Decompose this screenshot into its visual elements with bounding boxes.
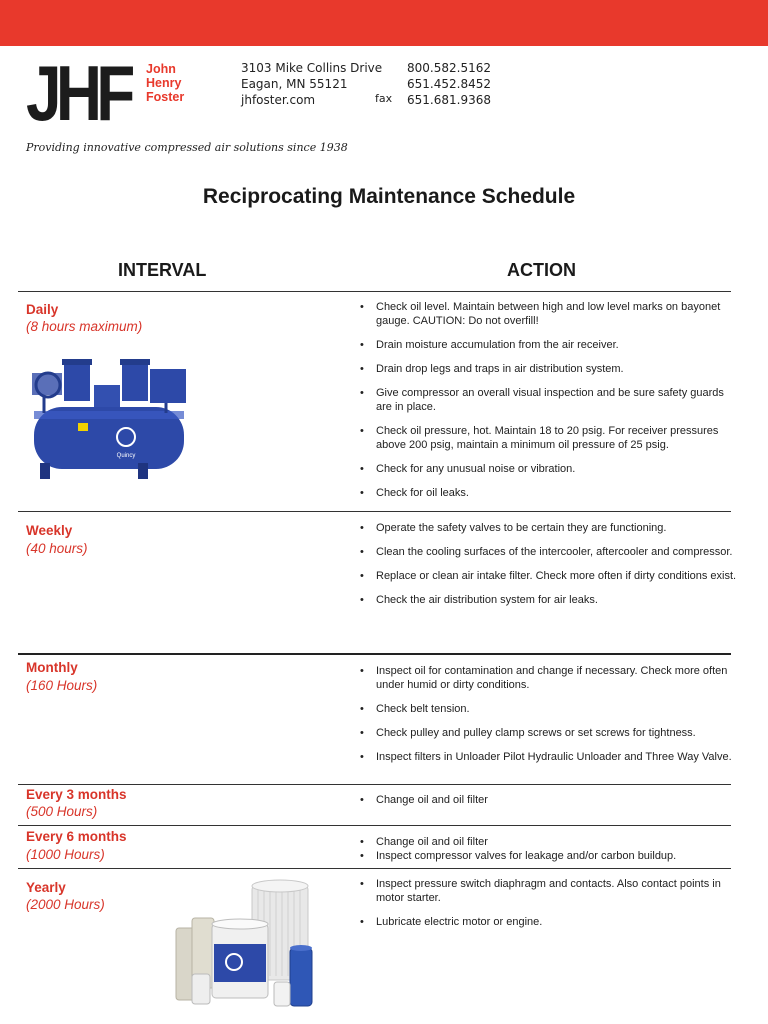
- list-item: • Give compressor an overall visual inspection and be sure safety guards are in place.: [358, 386, 738, 414]
- logo-letters: JHF: [26, 49, 130, 137]
- page-title: Reciprocating Maintenance Schedule: [202, 185, 576, 208]
- list-item: • Inspect compressor valves for leakage and/or carbon buildup.: [358, 849, 738, 863]
- list-item: • Inspect pressure switch diaphragm and contacts. Also contact points in motor starter.: [358, 877, 738, 905]
- logo-names: [146, 62, 184, 104]
- list-item: • Drain drop legs and traps in air distribution system.: [358, 362, 738, 376]
- phone-local: 651.452.8452: [407, 77, 491, 91]
- yearly-actions: [358, 877, 738, 929]
- list-item: • Replace or clean air intake filter. Check more often if dirty conditions exist.: [358, 569, 738, 583]
- list-item: • Inspect filters in Unloader Pilot Hydraulic Unloader and Three Way Valve.: [358, 750, 738, 764]
- phone-block: [407, 60, 491, 108]
- interval-yearly: Yearly: [26, 880, 66, 895]
- interval-6-months: Every 6 months: [26, 829, 127, 844]
- interval-3-months: Every 3 months: [26, 787, 127, 802]
- interval-6-months-hours: (1000 Hours): [26, 847, 105, 862]
- row-divider: [18, 868, 731, 869]
- action-column-header: ACTION: [507, 260, 576, 280]
- interval-daily: Daily: [26, 302, 59, 317]
- fax-label: fax: [375, 92, 393, 105]
- city-state-zip: Eagan, MN 55121: [241, 77, 348, 91]
- row-divider: [18, 784, 731, 785]
- interval-monthly: Monthly: [26, 660, 78, 675]
- interval-yearly-hours: (2000 Hours): [26, 897, 105, 912]
- row-divider: [18, 653, 731, 655]
- phone-tollfree: 800.582.5162: [407, 61, 491, 75]
- list-item: • Check for oil leaks.: [358, 486, 738, 500]
- list-item: • Operate the safety valves to be certain they are functioning.: [358, 521, 738, 535]
- company-logo: [26, 49, 196, 137]
- weekly-actions: [358, 521, 738, 607]
- list-item: • Check for any unusual noise or vibration.: [358, 462, 738, 476]
- filters-and-oil-image: [172, 878, 322, 1018]
- fax-number: 651.681.9368: [407, 93, 491, 107]
- interval-column-header: INTERVAL: [118, 260, 207, 280]
- list-item: • Check belt tension.: [358, 702, 738, 716]
- tagline: Providing innovative compressed air solutions since 1938: [26, 141, 348, 154]
- three-month-actions: [358, 793, 738, 807]
- air-compressor-image: [26, 355, 192, 485]
- list-item: • Inspect oil for contamination and change if necessary. Check more often under humid or dirty conditions.: [358, 664, 738, 692]
- monthly-actions: [358, 664, 738, 764]
- list-item: • Clean the cooling surfaces of the intercooler, aftercooler and compressor.: [358, 545, 738, 559]
- list-item: • Check oil pressure, hot. Maintain 18 to 20 psig. For receiver pressures above 200 psig, maintain a minimum oil pressure of 25 psig.: [358, 424, 738, 452]
- interval-3-months-hours: (500 Hours): [26, 804, 98, 819]
- list-item: • Check the air distribution system for air leaks.: [358, 593, 738, 607]
- interval-weekly: Weekly: [26, 523, 73, 538]
- list-item: • Check oil level. Maintain between high and low level marks on bayonet gauge. CAUTION: Do not overfill!: [358, 300, 738, 328]
- list-item: • Drain moisture accumulation from the air receiver.: [358, 338, 738, 352]
- list-item: • Change oil and oil filter: [358, 835, 738, 849]
- row-divider: [18, 825, 731, 826]
- address-block: [241, 60, 382, 108]
- logo-name-first: John: [146, 62, 176, 76]
- list-item: • Check pulley and pulley clamp screws or set screws for tightness.: [358, 726, 738, 740]
- compressor-brand-text: Quincy: [116, 453, 136, 459]
- list-item: • Lubricate electric motor or engine.: [358, 915, 738, 929]
- interval-monthly-hours: (160 Hours): [26, 678, 98, 693]
- street-address: 3103 Mike Collins Drive: [241, 61, 383, 75]
- six-month-actions: [358, 835, 738, 863]
- header-divider: [18, 291, 731, 292]
- top-accent-bar: [0, 0, 768, 46]
- website-link[interactable]: jhfoster.com: [241, 93, 316, 107]
- interval-weekly-hours: (40 hours): [26, 541, 88, 556]
- logo-name-last: Foster: [146, 90, 185, 104]
- logo-name-middle: Henry: [146, 76, 182, 90]
- interval-daily-hours: (8 hours maximum): [26, 319, 143, 334]
- list-item: • Change oil and oil filter: [358, 793, 738, 807]
- row-divider: [18, 511, 731, 512]
- daily-actions: [358, 300, 738, 500]
